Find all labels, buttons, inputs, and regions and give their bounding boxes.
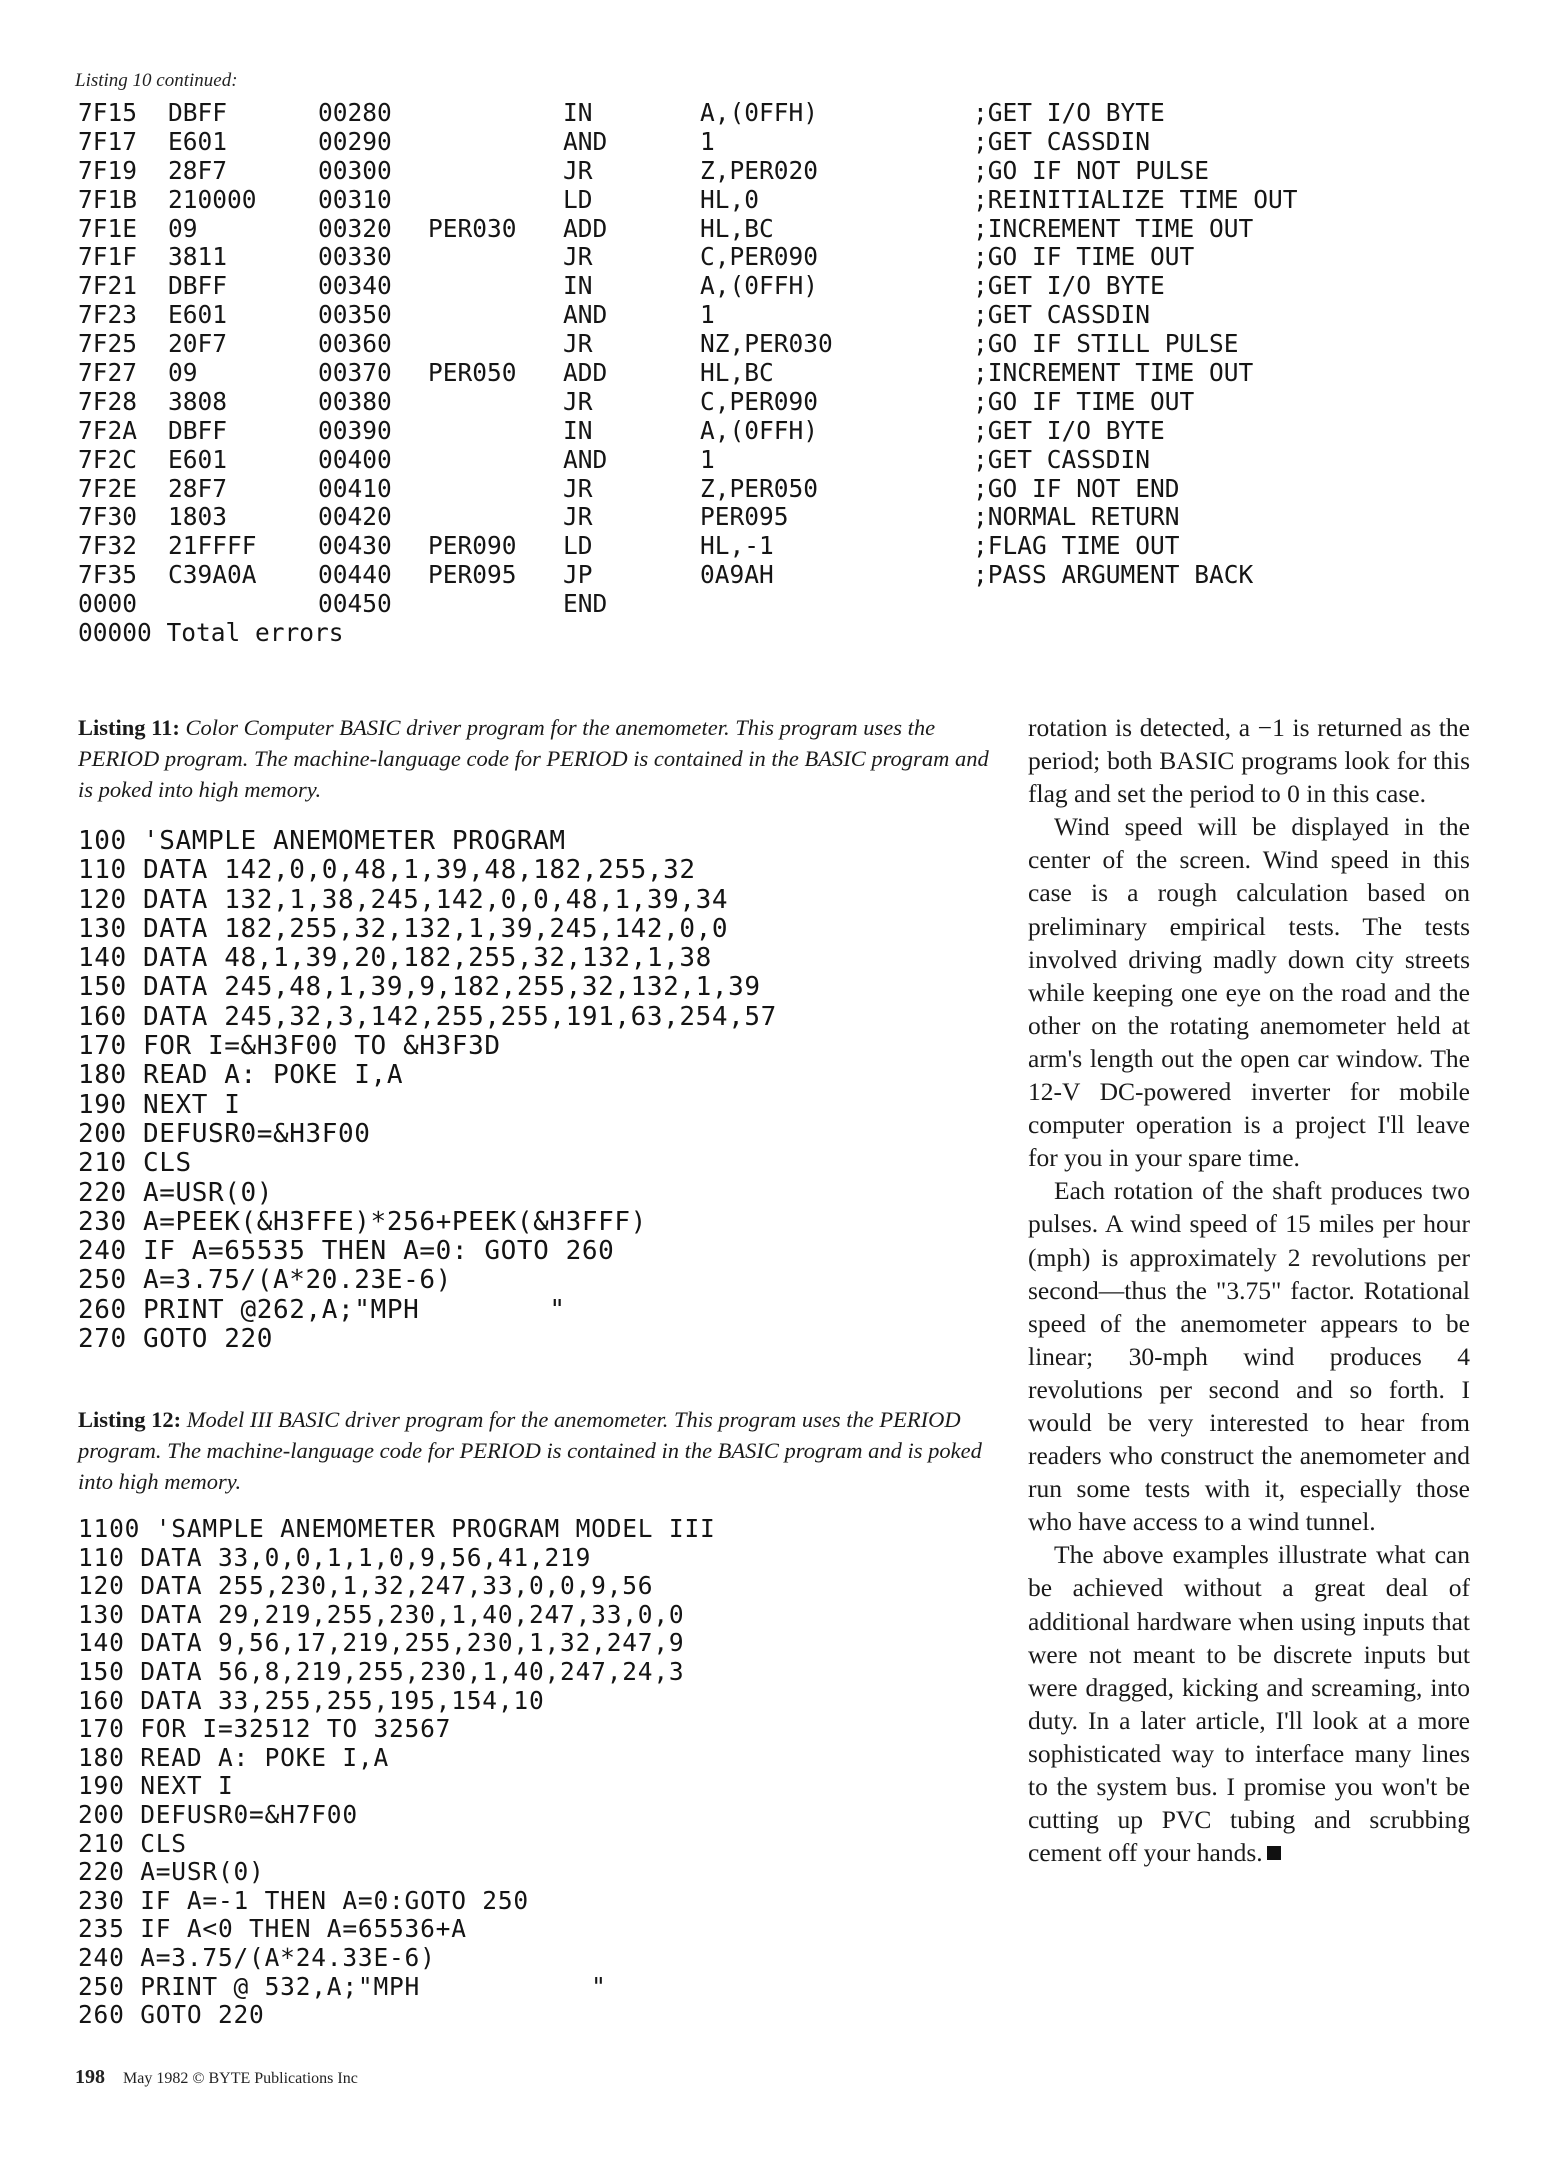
listing-10-row	[78, 300, 1151, 330]
listing-11-caption	[78, 712, 993, 805]
listing-11-line: 130 DATA 182,255,32,132,1,39,245,142,0,0	[78, 913, 729, 944]
listing-12-line: 220 A=USR(0)	[78, 1857, 265, 1887]
listing-10-addr: 7F2C	[78, 444, 138, 474]
listing-10-op: AND	[563, 444, 608, 474]
listing-10-comment: ;REINITIALIZE TIME OUT	[973, 184, 1298, 214]
listing-10-code: 3811	[168, 242, 228, 272]
listing-10-op: JR	[563, 155, 593, 185]
listing-10-line: 00290	[318, 126, 392, 156]
listing-10-arg: Z,PER020	[700, 155, 819, 185]
listing-12-line: 1100 'SAMPLE ANEMOMETER PROGRAM MODEL III	[78, 1514, 716, 1543]
listing-10-op: AND	[563, 126, 608, 156]
listing-10-arg: A,(0FFH)	[700, 271, 819, 301]
listing-12-line: 170 FOR I=32512 TO 32567	[78, 1714, 452, 1744]
listing-10-line: 00360	[318, 329, 392, 359]
listing-10-line: 00390	[318, 415, 392, 445]
listing-10-comment: ;GET I/O BYTE	[973, 271, 1165, 301]
listing-10-comment: ;GET CASSDIN	[973, 300, 1151, 330]
listing-10-code: 28F7	[168, 473, 228, 503]
listing-10-comment: ;GET CASSDIN	[973, 444, 1151, 474]
listing-12-line: 260 GOTO 220	[78, 2000, 265, 2030]
listing-10-comment: ;GO IF NOT END	[973, 473, 1180, 503]
listing-12-line: 235 IF A<0 THEN A=65536+A	[78, 1914, 467, 1944]
listing-10-line: 00370	[318, 358, 392, 388]
listing-12-caption	[78, 1404, 998, 1497]
listing-10-op: END	[563, 589, 608, 619]
listing-11-line: 260 PRINT @262,A;"MPH "	[78, 1294, 566, 1325]
listing-10-line: 00330	[318, 242, 392, 272]
listing-12-line: 180 READ A: POKE I,A	[78, 1742, 390, 1772]
listing-12-line: 250 PRINT @ 532,A;"MPH "	[78, 1971, 607, 2001]
listing-10-line: 00320	[318, 213, 392, 243]
listing-10-comment: ;INCREMENT TIME OUT	[973, 358, 1254, 388]
listing-10-arg: 0A9AH	[700, 560, 774, 590]
listing-10-op: JR	[563, 329, 593, 359]
listing-10-line: 00380	[318, 386, 392, 416]
listing-10-row	[78, 271, 1165, 301]
listing-10-arg: C,PER090	[700, 386, 819, 416]
listing-11-title: Listing 11:	[78, 715, 180, 740]
listing-10-arg: C,PER090	[700, 242, 819, 272]
listing-10-arg: 1	[700, 126, 715, 156]
listing-10-arg: Z,PER050	[700, 473, 819, 503]
listing-10-addr: 7F30	[78, 502, 138, 532]
listing-10-arg: 1	[700, 444, 715, 474]
page-footer	[75, 2066, 358, 2089]
listing-10-arg: PER095	[700, 502, 789, 532]
listing-10-op: JR	[563, 502, 593, 532]
listing-10-addr: 7F2E	[78, 473, 138, 503]
listing-10-code: 20F7	[168, 329, 228, 359]
listing-12-line: 120 DATA 255,230,1,32,247,33,0,0,9,56	[78, 1571, 654, 1601]
listing-10-op: LD	[563, 531, 593, 561]
listing-10-label: PER095	[428, 560, 517, 590]
article-paragraph: Each rotation of the shaft produces two pulses. A wind speed of 15 miles per hour (mph) is approximately 2 revolutions per second—thus the "3.75" factor. Rotational speed of the anemometer appears to be linear; 30-mph wind produces 4 revolutions per second and so forth. I would be very interested to hear from readers who construct the anemometer and run some tests with it, especially those who have access to a wind tunnel.	[1028, 1176, 1470, 1537]
listing-10-row	[78, 589, 608, 619]
listing-10-addr: 7F2A	[78, 415, 138, 445]
listing-11-line: 160 DATA 245,32,3,142,255,255,191,63,254,57	[78, 1001, 777, 1032]
listing-12-caption-text: Model III BASIC driver program for the anemometer. This program uses the PERIOD program. The machine-language code for PERIOD is contained in the BASIC program and is poked into high memory.	[78, 1407, 982, 1494]
listing-10-total-errors: 00000 Total errors	[78, 618, 344, 648]
listing-10-label: PER030	[428, 213, 517, 243]
listing-10-code: 28F7	[168, 155, 228, 185]
listing-10-code: DBFF	[168, 271, 228, 301]
listing-10-arg: A,(0FFH)	[700, 98, 819, 127]
listing-11-line: 190 NEXT I	[78, 1089, 241, 1120]
listing-10-addr: 7F1E	[78, 213, 138, 243]
page-number: 198	[75, 2066, 105, 2088]
listing-10-code: 21FFFF	[168, 531, 257, 561]
listing-10-row	[78, 473, 1180, 504]
listing-10-op: IN	[563, 415, 593, 445]
listing-11-line: 240 IF A=65535 THEN A=0: GOTO 260	[78, 1236, 615, 1267]
listing-10-arg: 1	[700, 300, 715, 330]
listing-10-op: LD	[563, 184, 593, 214]
listing-10-row	[78, 242, 1195, 272]
listing-10-label: PER090	[428, 531, 517, 561]
listing-10-comment: ;GET CASSDIN	[973, 126, 1151, 156]
listing-10-comment: ;GO IF NOT PULSE	[973, 155, 1210, 185]
listing-10-code: DBFF	[168, 98, 228, 127]
listing-10-row	[78, 386, 1195, 417]
listing-10-line: 00430	[318, 531, 392, 561]
listing-10-line: 00300	[318, 155, 392, 185]
listing-10-op: JR	[563, 386, 593, 416]
listing-12-code	[78, 1515, 716, 2030]
listing-10-code: E601	[168, 444, 228, 474]
listing-11-line: 230 A=PEEK(&H3FFE)*256+PEEK(&H3FFF)	[78, 1206, 647, 1237]
listing-10-comment: ;GET I/O BYTE	[973, 98, 1165, 127]
listing-11-line: 210 CLS	[78, 1148, 192, 1179]
listing-12-title: Listing 12:	[78, 1407, 182, 1432]
listing-11-line: 120 DATA 132,1,38,245,142,0,0,48,1,39,34	[78, 884, 729, 915]
listing-10-addr: 0000	[78, 589, 138, 619]
article-column	[1028, 711, 1470, 1869]
listing-10-arg: A,(0FFH)	[700, 415, 819, 445]
listing-10-row	[78, 531, 1180, 561]
listing-12-line: 150 DATA 56,8,219,255,230,1,40,247,24,3	[78, 1656, 685, 1686]
listing-10-code: E601	[168, 300, 228, 330]
listing-10-row	[78, 155, 1210, 186]
listing-10-comment: ;NORMAL RETURN	[973, 502, 1180, 532]
listing-10-addr: 7F1B	[78, 184, 138, 214]
listing-10-op: IN	[563, 271, 593, 301]
listing-10-row	[78, 444, 1151, 475]
listing-10-addr: 7F1F	[78, 242, 138, 272]
listing-11-line: 180 READ A: POKE I,A	[78, 1060, 404, 1091]
listing-11-line: 150 DATA 245,48,1,39,9,182,255,32,132,1,39	[78, 972, 761, 1003]
listing-10-line: 00280	[318, 98, 392, 127]
listing-10-comment: ;FLAG TIME OUT	[973, 531, 1180, 561]
listing-10-row	[78, 415, 1165, 446]
listing-10-addr: 7F19	[78, 155, 138, 185]
listing-12-line: 240 A=3.75/(A*24.33E-6)	[78, 1942, 436, 1972]
listing-10-line: 00350	[318, 300, 392, 330]
listing-10-line: 00450	[318, 589, 392, 619]
listing-12-line: 190 NEXT I	[78, 1771, 234, 1801]
listing-10-addr: 7F23	[78, 300, 138, 330]
listing-10-line: 00310	[318, 184, 392, 214]
listing-10-addr: 7F17	[78, 126, 138, 156]
listing-10-row	[78, 358, 1254, 388]
listing-11-line: 110 DATA 142,0,0,48,1,39,48,182,255,32	[78, 855, 696, 886]
listing-10-comment: ;PASS ARGUMENT BACK	[973, 560, 1254, 590]
listing-12-line: 230 IF A=-1 THEN A=0:GOTO 250	[78, 1885, 529, 1915]
listing-10-row	[78, 329, 1239, 359]
listing-10-code: C39A0A	[168, 560, 257, 590]
listing-10-comment: ;GO IF TIME OUT	[973, 386, 1195, 416]
listing-10-arg: HL,-1	[700, 531, 774, 561]
listing-10-code: E601	[168, 126, 228, 156]
listing-12-line: 140 DATA 9,56,17,219,255,230,1,32,247,9	[78, 1628, 685, 1658]
listing-12-line: 210 CLS	[78, 1828, 187, 1858]
listing-10-comment: ;GET I/O BYTE	[973, 415, 1165, 445]
listing-11-line: 100 'SAMPLE ANEMOMETER PROGRAM	[78, 826, 566, 856]
listing-10-line: 00400	[318, 444, 392, 474]
listing-10-op: JR	[563, 473, 593, 503]
listing-10-row	[78, 184, 1298, 215]
listing-10-code	[78, 98, 1298, 648]
listing-10-addr: 7F28	[78, 386, 138, 416]
end-of-article-mark	[1267, 1846, 1281, 1860]
listing-11-line: 200 DEFUSR0=&H3F00	[78, 1118, 371, 1149]
listing-12-line: 110 DATA 33,0,0,1,1,0,9,56,41,219	[78, 1542, 592, 1572]
listing-10-arg: NZ,PER030	[700, 329, 833, 359]
listing-10-code: 09	[168, 358, 198, 388]
listing-10-line: 00410	[318, 473, 392, 503]
listing-10-code: 1803	[168, 502, 228, 532]
listing-10-row	[78, 560, 1254, 590]
listing-10-op: JP	[563, 560, 593, 590]
listing-10-line: 00340	[318, 271, 392, 301]
listing-10-row	[78, 502, 1180, 532]
listing-10-op: JR	[563, 242, 593, 272]
listing-10-addr: 7F21	[78, 271, 138, 301]
article-paragraph-text: The above examples illustrate what can be achieved without a great deal of additional hardware when using inputs that were not meant to be discrete inputs but were dragged, kicking and screaming, into duty. In a later article, I'll look at a more sophisticated way to interface many lines to the system bus. I promise you won't be cutting up PVC tubing and scrubbing cement off your hands.	[1028, 1540, 1470, 1868]
listing-10-op: ADD	[563, 358, 608, 388]
listing-10-code: DBFF	[168, 415, 228, 445]
listing-10-addr: 7F35	[78, 560, 138, 590]
listing-11-line: 140 DATA 48,1,39,20,182,255,32,132,1,38	[78, 943, 712, 974]
listing-10-code: 3808	[168, 386, 228, 416]
listing-10-label: PER050	[428, 358, 517, 388]
listing-11-code	[78, 827, 777, 1354]
listing-10-addr: 7F15	[78, 98, 138, 127]
listing-10-line: 00420	[318, 502, 392, 532]
article-paragraph-last	[1028, 1538, 1470, 1869]
listing-10-comment: ;GO IF STILL PULSE	[973, 329, 1239, 359]
listing-10-arg: HL,0	[700, 184, 760, 214]
article-paragraph: Wind speed will be displayed in the center of the screen. Wind speed in this case is a rough calculation based on preliminary empirical tests. The tests involved driving madly down city streets while keeping one eye on the road and the other on the rotating anemometer held at arm's length out the open car window. The 12-V DC-powered inverter for mobile computer operation is a project I'll leave for you in your spare time.	[1028, 812, 1470, 1173]
listing-12-line: 200 DEFUSR0=&H7F00	[78, 1799, 358, 1829]
listing-10-op: IN	[563, 98, 593, 127]
listing-12-line: 160 DATA 33,255,255,195,154,10	[78, 1685, 545, 1715]
listing-10-addr: 7F25	[78, 329, 138, 359]
listing-11-line: 270 GOTO 220	[78, 1324, 274, 1355]
listing-10-row	[78, 126, 1151, 157]
listing-10-comment: ;INCREMENT TIME OUT	[973, 213, 1254, 243]
listing-11-caption-text: Color Computer BASIC driver program for the anemometer. This program uses the PERIOD program. The machine-language code for PERIOD is contained in the BASIC program and is poked into high memory.	[78, 715, 989, 802]
listing-10-op: AND	[563, 300, 608, 330]
listing-10-comment: ;GO IF TIME OUT	[973, 242, 1195, 272]
listing-10-row	[78, 98, 1165, 128]
listing-11-line: 250 A=3.75/(A*20.23E-6)	[78, 1265, 452, 1296]
listing-11-line: 220 A=USR(0)	[78, 1177, 274, 1208]
listing-12-line: 130 DATA 29,219,255,230,1,40,247,33,0,0	[78, 1599, 685, 1629]
listing-10-arg: HL,BC	[700, 213, 774, 243]
listing-10-addr: 7F32	[78, 531, 138, 561]
article-paragraph: rotation is detected, a −1 is returned as the period; both BASIC programs look for this flag and set the period to 0 in this case.	[1028, 713, 1470, 809]
listing-10-code: 210000	[168, 184, 257, 214]
listing-10-addr: 7F27	[78, 358, 138, 388]
listing-10-caption: Listing 10 continued:	[75, 70, 238, 91]
listing-10-row	[78, 213, 1254, 244]
listing-10-line: 00440	[318, 560, 392, 590]
listing-11-line: 170 FOR I=&H3F00 TO &H3F3D	[78, 1031, 501, 1062]
listing-10-op: ADD	[563, 213, 608, 243]
listing-10-code: 09	[168, 213, 198, 243]
footer-text: May 1982 © BYTE Publications Inc	[123, 2070, 358, 2087]
listing-10-arg: HL,BC	[700, 358, 774, 388]
